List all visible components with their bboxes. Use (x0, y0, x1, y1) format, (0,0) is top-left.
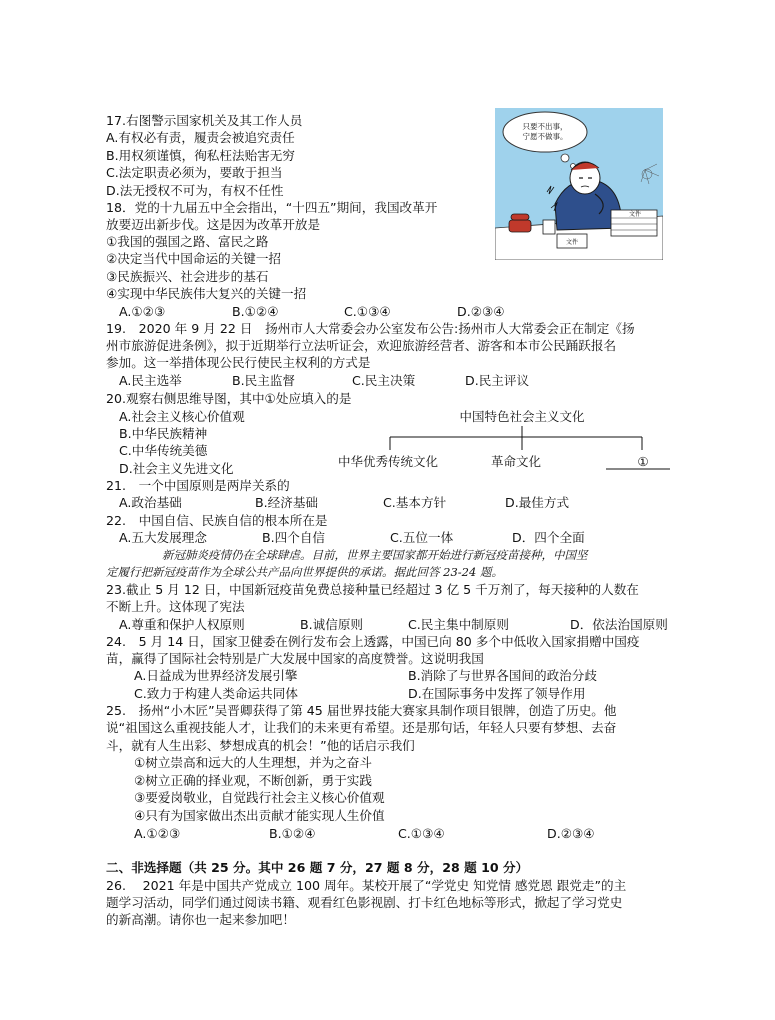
q24-stem-line1: 24. 5 月 14 日，国家卫健委在例行发布会上透露，中国已向 80 多个中低收入国家捐赠中国疫 (106, 634, 640, 649)
q17-option-b: B.用权须谨慎，徇私枉法贻害无穷 (106, 148, 295, 163)
q24-stem-line2: 苗，赢得了国际社会特别是广大发展中国家的高度赞誉。这说明我国 (106, 651, 484, 666)
q22-option-a: A.五大发展理念 (119, 530, 207, 545)
q25-statement-3: ③要爱岗敬业，自觉践行社会主义核心价值观 (134, 790, 385, 805)
bubble-text-1: 只要不出事， (522, 122, 568, 131)
cartoon-image (495, 108, 663, 260)
q21-stem: 21. 一个中国原则是两岸关系的 (106, 478, 290, 493)
q18-option-c: C.①③④ (344, 304, 391, 319)
mind-map-diagram (326, 406, 676, 472)
q25-statement-4: ④只有为国家做出杰出贡献才能实现人生价值 (134, 808, 385, 823)
bubble-text-2: 宁愿不做事。 (522, 132, 568, 141)
q23-option-c: C.民主集中制原则 (408, 617, 509, 632)
q22-option-d: D．四个全面 (512, 530, 585, 545)
q19-option-a: A.民主选举 (119, 373, 182, 388)
q20-option-d: D.社会主义先进文化 (119, 461, 234, 476)
q24-option-b: B.消除了与世界各国间的政治分歧 (408, 668, 597, 683)
q18-option-a: A.①②③ (119, 304, 166, 319)
q20-option-b: B.中华民族精神 (119, 426, 208, 441)
q26-line3: 的新高潮。请你也一起来参加吧！ (106, 912, 295, 927)
q21-option-d: D.最佳方式 (505, 495, 570, 510)
q19-stem-line2: 州市旅游促进条例》，拟于近期举行立法听证会，欢迎旅游经营者、游客和本市公民踊跃报名 (106, 338, 617, 353)
diagram-node-left: 中华优秀传统文化 (337, 454, 439, 469)
q17-option-d: D.法无授权不可为，有权不任性 (106, 183, 284, 198)
q21-option-c: C.基本方针 (383, 495, 447, 510)
q24-option-d: D.在国际事务中发挥了领导作用 (408, 686, 586, 701)
q25-option-c: C.①③④ (398, 826, 445, 841)
q20-option-a: A.社会主义核心价值观 (119, 409, 245, 424)
q23-option-a: A.尊重和保护人权原则 (119, 617, 245, 632)
diagram-node-mid: 革命文化 (490, 454, 542, 469)
q21-option-b: B.经济基础 (255, 495, 319, 510)
q25-stem-line1: 25. 扬州“小木匠”吴晋卿获得了第 45 届世界技能大赛家具制作项目银牌，创造了历史。他 (106, 703, 617, 718)
q26-line1: 26. 2021 年是中国共产党成立 100 周年。某校开展了“学党史 知党情 感党恩 跟党走”的主 (106, 878, 627, 893)
q18-stem-line2: 放要迈出新步伐。这是因为改革开放是 (106, 217, 321, 232)
q24-option-c: C.致力于构建人类命运共同体 (134, 686, 298, 701)
material-line2: 定履行把新冠疫苗作为全球公共产品向世界提供的承诺。据此回答 23-24 题。 (106, 565, 503, 579)
q25-stem-line3: 斗，就有人生出彩、梦想成真的机会！”他的话启示我们 (106, 738, 415, 753)
q20-stem: 20.观察右侧思维导图，其中①处应填入的是 (106, 391, 352, 406)
q19-stem-line3: 参加。这一举措体现公民行使民主权利的方式是 (106, 355, 371, 370)
q25-statement-2: ②树立正确的择业观，不断创新，勇于实践 (134, 773, 372, 788)
q25-option-b: B.①②④ (269, 826, 316, 841)
file-label-2: 文件 (565, 239, 579, 246)
q25-statement-1: ①树立崇高和远大的人生理想，并为之奋斗 (134, 755, 372, 770)
q21-option-a: A.政治基础 (119, 495, 182, 510)
material-line1: 新冠肺炎疫情仍在全球肆虐。目前，世界主要国家都开始进行新冠疫苗接种，中国坚 (162, 548, 588, 562)
q18-statement-3: ③民族振兴、社会进步的基石 (106, 269, 269, 284)
q23-stem-line1: 23.截止 5 月 12 日，中国新冠疫苗免费总接种量已经超过 3 亿 5 千万剂了，每天接种的人数在 (106, 582, 639, 597)
q18-statement-2: ②决定当代中国命运的关键一招 (106, 251, 282, 266)
q17-option-c: C.法定职责必须为，要敢于担当 (106, 165, 283, 180)
q19-option-c: C.民主决策 (352, 373, 416, 388)
q23-stem-line2: 不断上升。这体现了宪法 (106, 599, 245, 614)
q26-line2: 题学习活动，同学们通过阅读书籍、观看红色影视剧、打卡红色地标等形式，掀起了学习党史 (106, 895, 623, 910)
q19-option-b: B.民主监督 (232, 373, 296, 388)
q23-option-d: D．依法治国原则 (570, 617, 668, 632)
diagram-node-blank: ① (637, 454, 649, 469)
q18-statement-4: ④实现中华民族伟大复兴的关键一招 (106, 286, 307, 301)
q19-stem-line1: 19. 2020 年 9 月 22 日 扬州市人大常委会办公室发布公告:扬州市人大常委会正在制定《扬 (106, 321, 635, 336)
file-label-1: 文件 (628, 211, 642, 218)
q18-option-d: D.②③④ (457, 304, 505, 319)
q24-option-a: A.日益成为世界经济发展引擎 (134, 668, 298, 683)
q25-option-d: D.②③④ (547, 826, 595, 841)
q20-option-c: C.中华传统美德 (119, 443, 208, 458)
cartoon-illustration (495, 108, 663, 260)
q17-stem: 17.右图警示国家机关及其工作人员 (106, 113, 303, 128)
section2-heading: 二、非选择题（共 25 分。其中 26 题 7 分，27 题 8 分，28 题 10 分） (106, 860, 529, 875)
q18-statement-1: ①我国的强国之路、富民之路 (106, 234, 269, 249)
q18-option-b: B.①②④ (232, 304, 279, 319)
q19-option-d: D.民主评议 (465, 373, 530, 388)
q17-option-a: A.有权必有责，履责会被追究责任 (106, 130, 295, 145)
q25-stem-line2: 说“祖国这么重视技能人才，让我们的未来更有希望。还是那句话，年轻人只要有梦想、去奋 (106, 720, 617, 735)
q18-stem-line1: 18．党的十九届五中全会指出，“十四五”期间，我国改革开 (106, 200, 438, 215)
diagram-root-node: 中国特色社会主义文化 (459, 409, 585, 424)
q25-option-a: A.①②③ (134, 826, 181, 841)
q22-option-b: B.四个自信 (262, 530, 326, 545)
q23-option-b: B.诚信原则 (300, 617, 364, 632)
q22-option-c: C.五位一体 (390, 530, 454, 545)
q22-stem: 22. 中国自信、民族自信的根本所在是 (106, 513, 328, 528)
